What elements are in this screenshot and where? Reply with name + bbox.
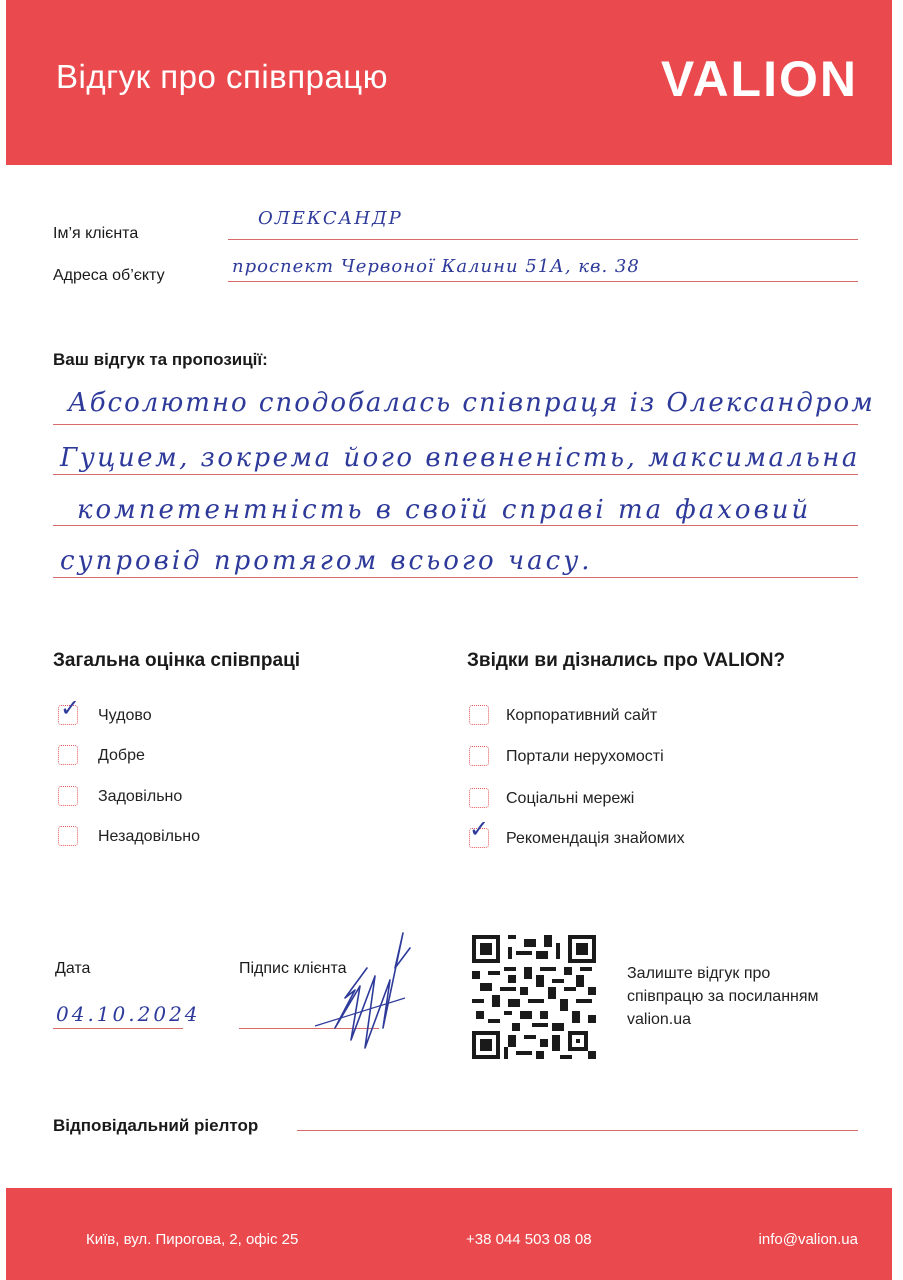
source-option-social: Соціальні мережі xyxy=(506,790,635,807)
source-title: Звідки ви дізнались про VALION? xyxy=(467,650,786,671)
page-title: Відгук про співпрацю xyxy=(56,58,388,95)
client-signature xyxy=(305,928,415,1058)
qr-caption xyxy=(627,962,819,1031)
rating-option-unsatisfactory: Незадовільно xyxy=(98,828,201,845)
client-name-line xyxy=(228,239,858,240)
footer-phone[interactable]: +38 044 503 08 08 xyxy=(466,1231,592,1248)
footer-email[interactable]: info@valion.ua xyxy=(758,1231,858,1248)
checkmark-icon: ✓ xyxy=(469,815,490,843)
rating-checkbox-satisfactory[interactable] xyxy=(58,786,78,806)
realtor-line xyxy=(297,1130,858,1131)
signature-label: Підпис клієнта xyxy=(239,960,347,977)
rating-title: Загальна оцінка співпраці xyxy=(53,650,301,671)
feedback-rule-4 xyxy=(53,577,858,578)
source-checkbox-portals[interactable] xyxy=(469,746,489,766)
source-checkbox-website[interactable] xyxy=(469,705,489,725)
source-checkbox-social[interactable] xyxy=(469,788,489,808)
footer-banner xyxy=(6,1188,892,1280)
qr-caption-line-2: співпрацю за посиланням xyxy=(627,988,819,1005)
date-label: Дата xyxy=(55,960,91,977)
rating-option-excellent: Чудово xyxy=(98,707,152,724)
client-name-value: ОЛЕКСАНДР xyxy=(258,208,403,229)
qr-caption-line-1: Залиште відгук про xyxy=(627,965,771,982)
rating-checkbox-unsatisfactory[interactable] xyxy=(58,826,78,846)
client-name-label: Ім’я клієнта xyxy=(53,225,139,242)
footer-address: Київ, вул. Пирогова, 2, офіс 25 xyxy=(86,1231,299,1248)
qr-code[interactable] xyxy=(472,935,596,1059)
feedback-line-3: компетентність в своїй справі та фаховий xyxy=(77,495,812,525)
address-label: Адреса об’єкту xyxy=(53,267,165,284)
date-line xyxy=(53,1028,183,1029)
source-option-website: Корпоративний сайт xyxy=(506,707,658,724)
source-option-portals: Портали нерухомості xyxy=(506,748,664,765)
feedback-line-2: Гуцием, зокрема його впевненість, максимальна xyxy=(60,443,860,473)
header-banner xyxy=(6,0,892,165)
feedback-label: Ваш відгук та пропозиції: xyxy=(53,350,268,369)
address-line xyxy=(228,281,858,282)
checkmark-icon: ✓ xyxy=(60,694,81,722)
rating-option-satisfactory: Задовільно xyxy=(98,788,183,805)
feedback-line-4: супровід протягом всього часу. xyxy=(60,546,593,576)
feedback-line-1: Абсолютно сподобалась співпраця із Олександром xyxy=(68,388,875,418)
qr-caption-link[interactable]: valion.ua xyxy=(627,1011,692,1028)
rating-option-good: Добре xyxy=(98,747,145,764)
feedback-rule-3 xyxy=(53,525,858,526)
brand-logo: VALION xyxy=(660,51,858,107)
feedback-rule-2 xyxy=(53,474,858,475)
source-option-recommendation: Рекомендація знайомих xyxy=(506,830,685,847)
realtor-label: Відповідальний ріелтор xyxy=(53,1116,259,1135)
rating-checkbox-good[interactable] xyxy=(58,745,78,765)
address-value: проспект Червоної Калини 51А, кв. 38 xyxy=(232,256,640,277)
feedback-rule-1 xyxy=(53,424,858,425)
date-value: 04.10.2024 xyxy=(56,1002,201,1026)
